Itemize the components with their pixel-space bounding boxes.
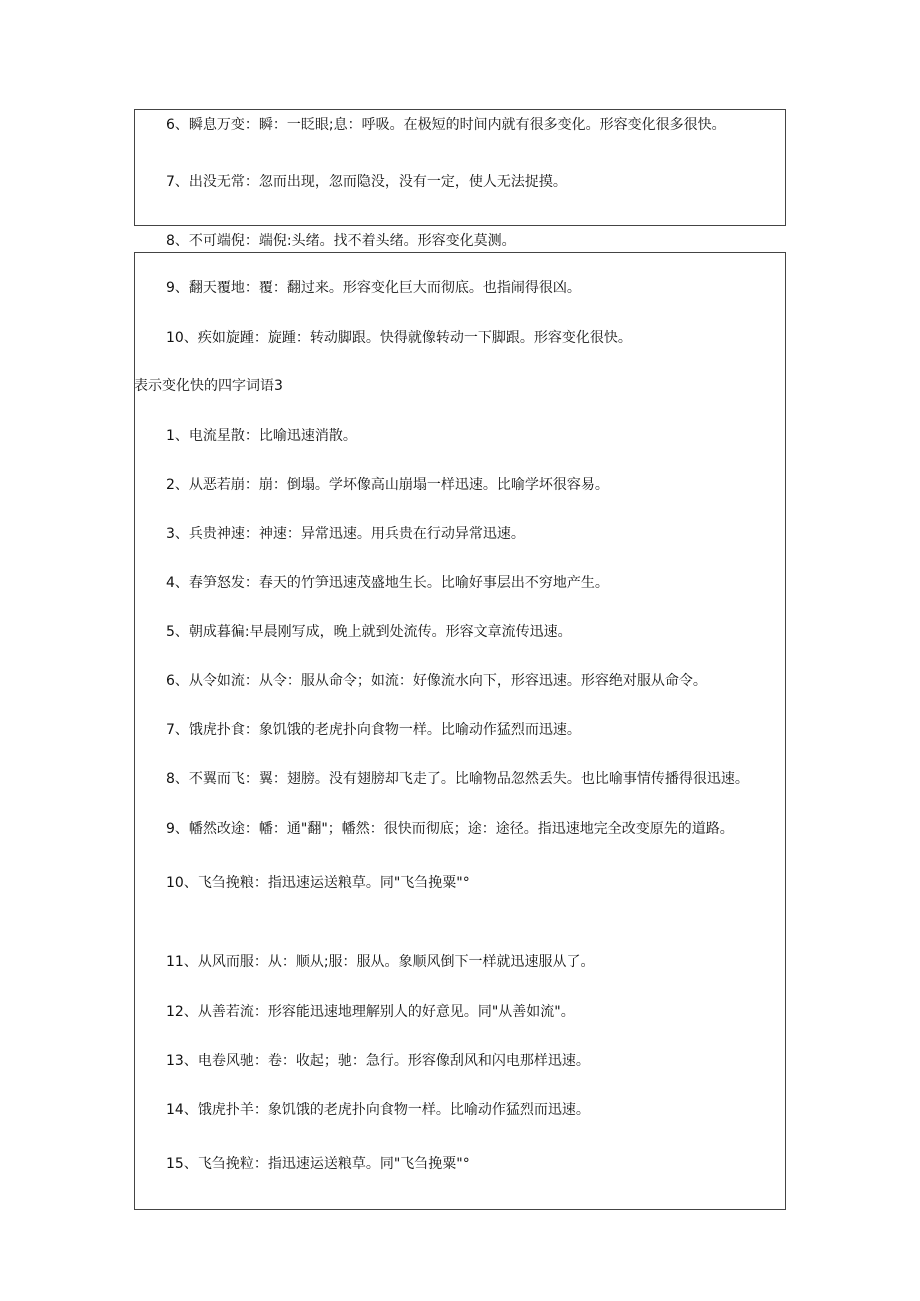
list-item: 9、翻天覆地：覆：翻过来。形容变化巨大而彻底。也指闹得很凶。: [166, 280, 581, 296]
list-item: 10、疾如旋踵：旋踵：转动脚跟。快得就像转动一下脚跟。形容变化很快。: [166, 330, 632, 346]
list-item: 9、幡然改途：幡：通"翻"；幡然：很快而彻底；途：途径。指迅速地完全改变原先的道路。: [166, 821, 734, 837]
list-item: 8、不翼而飞：翼：翅膀。没有翅膀却飞走了。比喻物品忽然丢失。也比喻事情传播得很迅速。: [166, 771, 749, 787]
list-item: 6、瞬息万变：瞬：一眨眼;息：呼吸。在极短的时间内就有很多变化。形容变化很多很快。: [166, 117, 726, 133]
list-item: 15、飞刍挽粒：指迅速运送粮草。同"飞刍挽粟"°: [166, 1156, 470, 1172]
list-item: 5、朝成暮徧:早晨刚写成，晚上就到处流传。形容文章流传迅速。: [166, 624, 572, 640]
list-item: 3、兵贵神速：神速：异常迅速。用兵贵在行动异常迅速。: [166, 526, 525, 542]
list-item: 10、飞刍挽粮：指迅速运送粮草。同"飞刍挽粟"°: [166, 875, 470, 891]
list-item: 8、不可端倪：端倪:头绪。找不着头绪。形容变化莫测。: [166, 233, 516, 249]
list-item: 14、饿虎扑羊：象饥饿的老虎扑向食物一样。比喻动作猛烈而迅速。: [166, 1102, 590, 1118]
list-item: 1、电流星散：比喻迅速消散。: [166, 428, 357, 444]
list-item: 6、从令如流：从令：服从命令；如流：好像流水向下，形容迅速。形容绝对服从命令。: [166, 673, 707, 689]
section-heading: 表示变化快的四字词语3: [134, 378, 283, 394]
list-item: 7、出没无常：忽而出现，忽而隐没，没有一定，使人无法捉摸。: [166, 174, 567, 190]
list-item: 7、饿虎扑食：象饥饿的老虎扑向食物一样。比喻动作猛烈而迅速。: [166, 722, 581, 738]
list-item: 4、春笋怒发：春天的竹笋迅速茂盛地生长。比喻好事层出不穷地产生。: [166, 575, 609, 591]
list-item: 11、从风而服：从：顺从;服：服从。象顺风倒下一样就迅速服从了。: [166, 954, 595, 970]
list-item: 12、从善若流：形容能迅速地理解别人的好意见。同"从善如流"。: [166, 1004, 575, 1020]
list-item: 13、电卷风驰：卷：收起；驰：急行。形容像刮风和闪电那样迅速。: [166, 1053, 590, 1069]
list-item: 2、从恶若崩：崩：倒塌。学坏像高山崩塌一样迅速。比喻学坏很容易。: [166, 477, 609, 493]
